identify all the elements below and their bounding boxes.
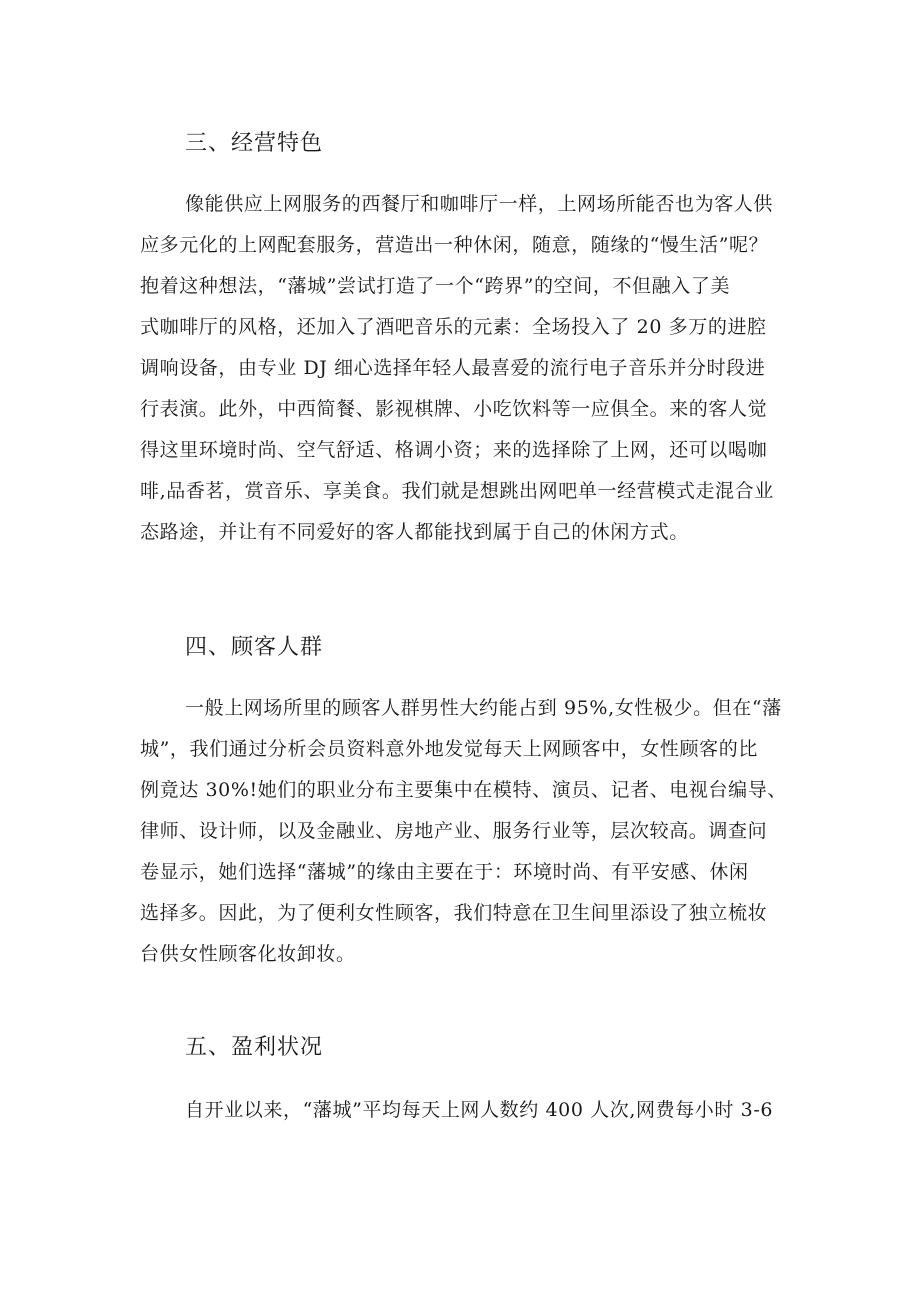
paragraph-business-features <box>140 184 790 553</box>
text-line: 律师、设计师，以及金融业、房地产业、服务行业等，层次较高。调查问 <box>140 820 768 842</box>
text-line: 例竟达 30%!她们的职业分布主要集中在模特、演员、记者、电视台编导、 <box>140 779 787 801</box>
text-line: 得这里环境时尚、空气舒适、格调小资；来的选择除了上网，还可以喝咖 <box>140 439 768 461</box>
text-line: 选择多。因此，为了便利女性顾客，我们特意在卫生间里添设了独立梳妆 <box>140 902 768 924</box>
text-line: 应多元化的上网配套服务，营造出一种休闲，随意，随缘的“慢生活”呢？ <box>140 234 769 256</box>
text-line: 调响设备，由专业 DJ 细心选择年轻人最喜爱的流行电子音乐并分时段进 <box>140 357 766 379</box>
text-line: 台供女性顾客化妆卸妆。 <box>140 943 356 965</box>
paragraph-profit-status <box>140 1090 790 1131</box>
text-line: 像能供应上网服务的西餐厅和咖啡厅一样，上网场所能否也为客人供 <box>185 193 774 215</box>
text-line: 自开业以来，“藩城”平均每天上网人数约 400 人次,网费每小时 3-6 <box>185 1099 774 1121</box>
text-line: 行表演。此外，中西简餐、影视棋牌、小吃饮料等一应俱全。来的客人觉 <box>140 398 768 420</box>
section-heading-profit-status: 五、盈利状况 <box>185 1035 324 1060</box>
paragraph-customer-groups <box>140 688 790 975</box>
section-heading-business-features: 三、经营特色 <box>185 131 324 156</box>
text-line: 城”，我们通过分析会员资料意外地发觉每天上网顾客中，女性顾客的比 <box>140 738 758 760</box>
text-line: 一般上网场所里的顾客人群男性大约能占到 95%,女性极少。但在“藩 <box>185 697 782 719</box>
text-line: 卷显示，她们选择“藩城”的缘由主要在于：环境时尚、有平安感、休闲 <box>140 861 749 883</box>
text-line: 态路途，并让有不同爱好的客人都能找到属于自己的休闲方式。 <box>140 521 689 543</box>
text-line: 抱着这种想法，“藩城”尝试打造了一个“跨界”的空间，不但融入了美 <box>140 275 731 297</box>
text-line: 啡,品香茗，赏音乐、享美食。我们就是想跳出网吧单一经营模式走混合业 <box>140 480 774 502</box>
text-line: 式咖啡厅的风格，还加入了酒吧音乐的元素：全场投入了 20 多万的进腔 <box>140 316 767 338</box>
section-heading-customer-groups: 四、顾客人群 <box>185 635 324 660</box>
